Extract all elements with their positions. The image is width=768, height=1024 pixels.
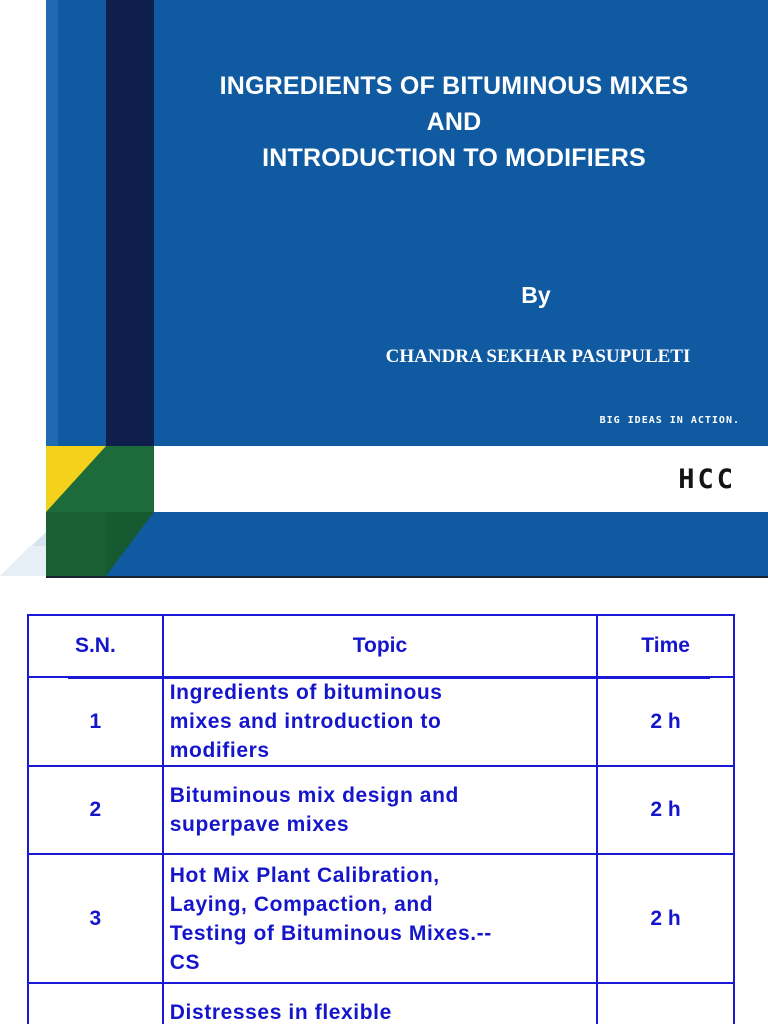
row-topic-line: CS xyxy=(169,950,201,974)
course-schedule-table xyxy=(27,614,735,1024)
row-time xyxy=(597,983,734,1024)
slide-title xyxy=(154,68,754,176)
row-topic xyxy=(163,677,597,766)
decorative-edge-triangle xyxy=(0,532,46,576)
row-topic-line: mixes and introduction to xyxy=(169,710,442,733)
header-sn: S.N. xyxy=(28,615,163,677)
slide-by-label: By xyxy=(521,282,551,308)
slide-title-line-2: AND xyxy=(426,108,482,136)
row-topic-line: Distresses in flexible xyxy=(169,1001,392,1024)
row-topic-line: superpave mixes xyxy=(169,813,350,836)
hcc-logo: HCC xyxy=(678,464,736,495)
row-topic xyxy=(163,854,597,983)
row-sn: 1 xyxy=(28,677,163,766)
slide-tagline: BIG IDEAS IN ACTION. xyxy=(599,415,740,426)
row-topic xyxy=(163,983,597,1024)
table-row xyxy=(28,854,734,983)
slide-author-name: CHANDRA SEKHAR PASUPULETI xyxy=(385,346,691,367)
header-time: Time xyxy=(597,615,734,677)
row-sn: 3 xyxy=(28,854,163,983)
slide-green-lower-accent xyxy=(46,512,106,576)
row-topic-line: Bituminous mix design and xyxy=(169,784,459,807)
table-row xyxy=(28,677,734,766)
slide-dark-band xyxy=(106,0,154,446)
row-topic-line: Testing of Bituminous Mixes.-- xyxy=(169,921,492,945)
row-topic-line: Hot Mix Plant Calibration, xyxy=(169,863,440,887)
slide-title-line-1: INGREDIENTS OF BITUMINOUS MIXES xyxy=(219,72,689,100)
table-row xyxy=(28,766,734,854)
slide-light-band xyxy=(46,0,58,446)
title-slide xyxy=(46,0,768,578)
row-topic-line: modifiers xyxy=(169,739,270,762)
row-time: 2 h xyxy=(597,854,734,983)
row-sn xyxy=(28,983,163,1024)
slide-green-triangle xyxy=(46,446,106,512)
header-underline xyxy=(68,677,710,679)
row-sn: 2 xyxy=(28,766,163,854)
row-topic-line: Ingredients of bituminous xyxy=(169,681,443,704)
row-topic xyxy=(163,766,597,854)
table-header-row xyxy=(28,615,734,677)
slide-title-line-3: INTRODUCTION TO MODIFIERS xyxy=(262,144,646,172)
slide-green-accent xyxy=(106,446,154,512)
table-row xyxy=(28,983,734,1024)
slide-dark-triangle xyxy=(106,512,154,576)
row-time: 2 h xyxy=(597,766,734,854)
row-time: 2 h xyxy=(597,677,734,766)
header-topic: Topic xyxy=(163,615,597,677)
row-topic-line: Laying, Compaction, and xyxy=(169,892,434,916)
